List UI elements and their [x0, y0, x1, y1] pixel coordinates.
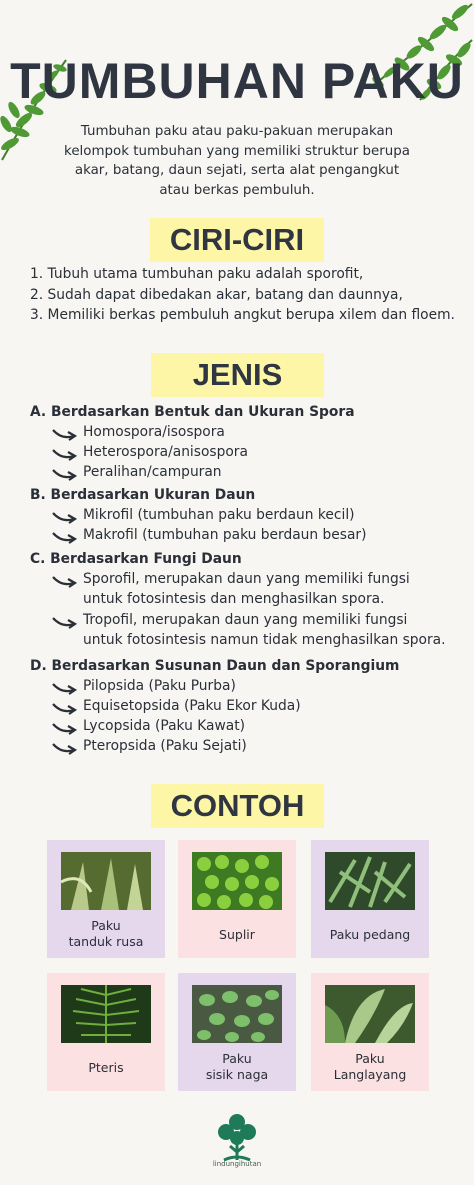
section-title: D. Berdasarkan Susunan Daun dan Sporangium	[30, 658, 400, 674]
ciri-heading: CIRI-CIRI	[150, 218, 324, 262]
list-item: 3. Memiliki berkas pembuluh angkut berupa xilem dan floem.	[30, 307, 455, 323]
ciri-list	[30, 264, 470, 326]
section-title: C. Berdasarkan Fungi Daun	[30, 551, 242, 567]
list-item-label: Equisetopsida (Paku Ekor Kuda)	[83, 698, 301, 714]
curved-arrow-icon	[52, 530, 78, 544]
caption-line: Paku pedang	[329, 927, 411, 942]
jenis-section-d	[30, 656, 470, 756]
intro-paragraph: Tumbuhan paku atau paku-pakuan merupakan kelompok tumbuhan yang memiliki struktur berupa akar, batang, daun sejati, serta alat pengangkut atau berkas pembuluh.	[64, 124, 410, 198]
jenis-section-a	[30, 402, 470, 482]
caption-line: Paku	[91, 918, 121, 933]
list-item-label: Tropofil, merupakan daun yang memiliki fungsi	[83, 612, 408, 628]
curved-arrow-icon	[52, 510, 78, 524]
contoh-heading: CONTOH	[151, 784, 324, 828]
jenis-section-c	[30, 549, 470, 650]
card-caption	[178, 1051, 296, 1083]
example-card-paku-tanduk-rusa	[47, 840, 165, 958]
caption-line: Suplir	[219, 927, 255, 942]
caption-line: tanduk rusa	[68, 934, 144, 949]
jenis-section-b	[30, 485, 470, 545]
example-card-paku-pedang	[311, 840, 429, 958]
list-item	[30, 569, 470, 609]
fern-photo-icon	[325, 852, 415, 910]
example-card-pteris	[47, 973, 165, 1091]
card-caption	[47, 918, 165, 950]
list-item-label: Makrofil (tumbuhan paku berdaun besar)	[83, 527, 367, 543]
list-item	[30, 696, 470, 716]
fern-photo-icon	[192, 985, 282, 1043]
list-item: 2. Sudah dapat dibedakan akar, batang dan daunnya,	[30, 286, 403, 303]
list-item: 1. Tubuh utama tumbuhan paku adalah sporofit,	[30, 266, 364, 282]
list-item	[30, 716, 470, 736]
list-item-label: Pilopsida (Paku Purba)	[83, 678, 236, 694]
list-item	[30, 736, 470, 756]
list-item	[30, 525, 470, 545]
card-caption	[311, 927, 429, 943]
fern-photo-icon	[61, 985, 151, 1043]
caption-line: Paku	[222, 1051, 252, 1066]
list-item-label: Peralihan/campuran	[83, 464, 222, 480]
list-item	[30, 676, 470, 696]
caption-line: Pteris	[88, 1060, 124, 1075]
example-card-paku-sisik-naga	[178, 973, 296, 1091]
curved-arrow-icon	[52, 701, 78, 715]
page-title: TUMBUHAN PAKU	[10, 53, 464, 109]
list-item-label: Homospora/isospora	[83, 424, 225, 440]
curved-arrow-icon	[52, 427, 78, 441]
fern-photo-icon	[192, 852, 282, 910]
curved-arrow-icon	[52, 447, 78, 461]
example-card-suplir	[178, 840, 296, 958]
logo-text: lindungihutan	[212, 1160, 262, 1168]
section-title: A. Berdasarkan Bentuk dan Ukuran Spora	[30, 404, 355, 420]
caption-line: Langlayang	[333, 1067, 407, 1082]
list-item-label: Lycopsida (Paku Kawat)	[83, 718, 246, 734]
list-item	[30, 442, 470, 462]
list-item	[30, 505, 470, 525]
list-item-label: Sporofil, merupakan daun yang memiliki fungsi	[83, 571, 410, 587]
list-item	[30, 462, 470, 482]
list-item-label-cont: untuk fotosintesis namun tidak menghasilkan spora.	[83, 632, 446, 648]
curved-arrow-icon	[52, 741, 78, 755]
curved-arrow-icon	[52, 681, 78, 695]
fern-photo-icon	[61, 852, 151, 910]
curved-arrow-icon	[52, 467, 78, 481]
example-card-paku-langlayang	[311, 973, 429, 1091]
caption-line: sisik naga	[205, 1067, 269, 1082]
curved-arrow-icon	[52, 574, 78, 588]
list-item-label: Pteropsida (Paku Sejati)	[83, 738, 247, 754]
list-item-label: Heterospora/anisospora	[83, 444, 248, 460]
card-caption	[47, 1060, 165, 1076]
list-item	[30, 610, 470, 650]
card-caption	[178, 927, 296, 943]
section-title: B. Berdasarkan Ukuran Daun	[30, 487, 256, 503]
curved-arrow-icon	[52, 721, 78, 735]
curved-arrow-icon	[52, 615, 78, 629]
list-item-label-cont: untuk fotosintesis dan menghasilkan spora.	[83, 591, 385, 607]
list-item	[30, 422, 470, 442]
card-caption	[311, 1051, 429, 1083]
jenis-heading: JENIS	[151, 353, 324, 397]
caption-line: Paku	[355, 1051, 385, 1066]
fern-photo-icon	[325, 985, 415, 1043]
list-item-label: Mikrofil (tumbuhan paku berdaun kecil)	[83, 507, 355, 523]
